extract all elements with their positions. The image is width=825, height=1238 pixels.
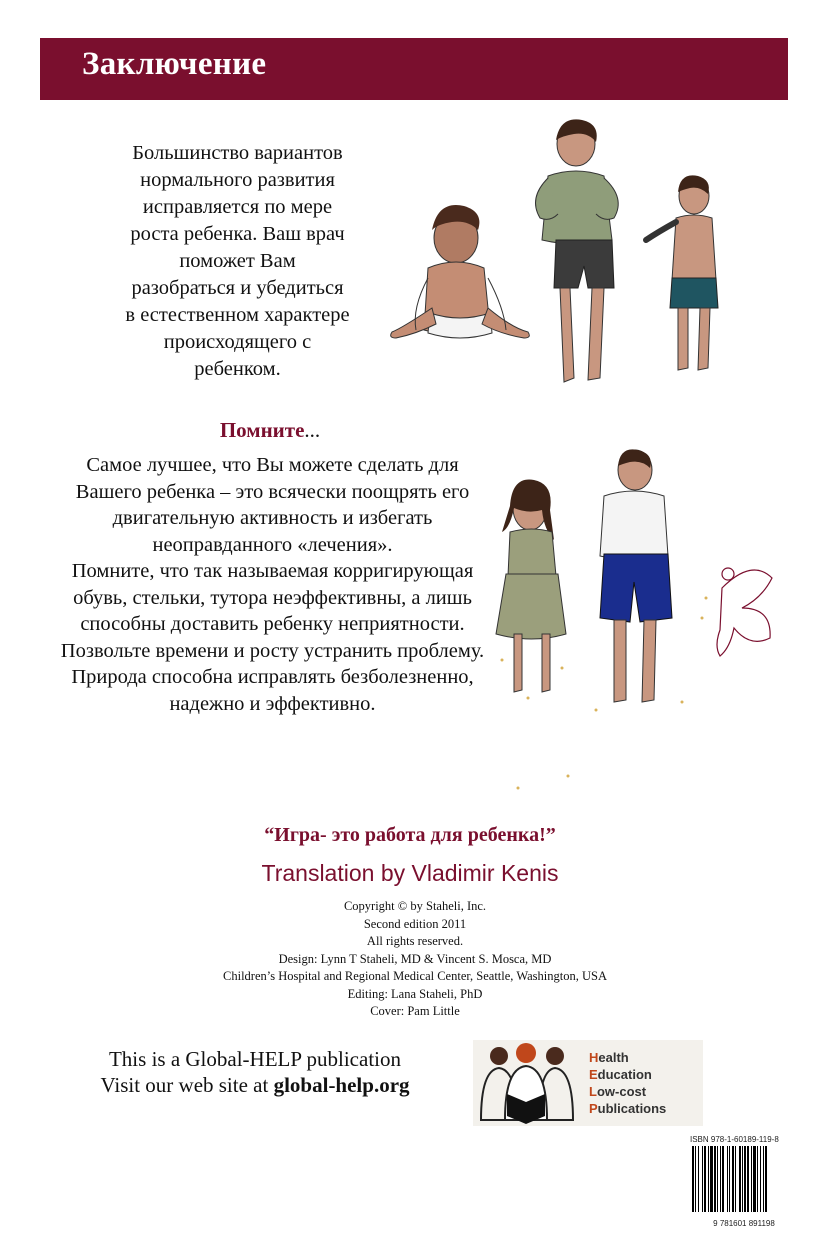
mother-figure: [496, 480, 566, 692]
barcode-bar: [765, 1146, 767, 1212]
barcode-digits: 9 781601 891198: [713, 1219, 775, 1228]
barcode-bar: [732, 1146, 734, 1212]
intro-line: ребенком.: [194, 358, 281, 380]
logo-word-education: [589, 1067, 652, 1082]
barcode-bar: [714, 1146, 716, 1212]
barcode-bar: [763, 1146, 764, 1212]
barcode-bar: [739, 1146, 741, 1212]
barcode-bar: [692, 1146, 694, 1212]
logo-initial: H: [589, 1050, 599, 1065]
logo-rest: ealth: [598, 1050, 629, 1065]
remember-text: [60, 452, 485, 717]
intro-line: поможет Вам: [179, 250, 296, 272]
remember-paragraph: Помните, что так называемая корригирующая обувь, стельки, тутора неэффективны, а лишь способны доставить ребенку неприятности.: [71, 560, 474, 635]
boy-figure: [646, 175, 718, 370]
page-title: Заключение: [82, 46, 267, 82]
logo-word-health: [589, 1050, 629, 1065]
sitting-child-figure: [391, 205, 530, 338]
logo-initial: P: [589, 1101, 598, 1116]
remember-paragraph: Самое лучшее, что Вы можете сделать для Вашего ребенка – это всячески поощрять его двигательную активность и избегать неоправданного «лечения».: [75, 454, 470, 556]
fairy-figure: [717, 568, 772, 656]
standing-child-figure: [536, 119, 619, 382]
website-link[interactable]: global-help.org: [273, 1073, 410, 1097]
intro-line: в естественном характере: [125, 304, 350, 326]
logo-word-publications: [589, 1101, 666, 1116]
remember-paragraph: Позвольте времени и росту устранить проблему. Природа способна исправлять безболезненно, надежно и эффективно.: [60, 639, 485, 715]
intro-line: исправляется по мере: [142, 196, 333, 218]
barcode-bar: [735, 1146, 736, 1212]
credit-line: Second edition 2011: [363, 916, 467, 931]
logo-initial: L: [589, 1084, 597, 1099]
barcode-bar: [722, 1146, 724, 1212]
publication-site-line: [70, 1072, 440, 1098]
barcode-bars: [690, 1144, 798, 1214]
parents-illustration: [492, 448, 792, 808]
logo-rest: ublications: [597, 1101, 667, 1116]
header-banner: [40, 38, 788, 100]
barcode-bar: [698, 1146, 699, 1212]
remember-heading-word: Помните: [219, 418, 305, 442]
intro-line: разобраться и убедиться: [131, 277, 344, 299]
barcode-bar: [747, 1146, 749, 1212]
barcode-bar: [742, 1146, 743, 1212]
credit-line: Copyright © by Staheli, Inc.: [343, 899, 487, 913]
credit-line: Editing: Lana Staheli, PhD: [347, 986, 483, 1001]
intro-line: Большинство вариантов: [132, 142, 343, 164]
logo-rest: ow-cost: [596, 1084, 647, 1099]
intro-line: нормального развития: [140, 169, 335, 191]
barcode-bar: [708, 1146, 709, 1212]
barcode-bar: [744, 1146, 746, 1212]
publication-note: [70, 1046, 440, 1098]
barcode-bar: [695, 1146, 696, 1212]
site-prefix: Visit our web site at: [100, 1073, 274, 1097]
credit-line: Design: Lynn T Staheli, MD & Vincent S. Mosca, MD: [278, 951, 552, 966]
remember-heading: [60, 418, 480, 443]
credit-line: Children’s Hospital and Regional Medical Center, Seattle, Washington, USA: [223, 969, 607, 983]
credit-line: All rights reserved.: [366, 934, 464, 948]
barcode-bar: [710, 1146, 713, 1212]
father-figure: [600, 449, 672, 702]
translation-credit: Translation by Vladimir Kenis: [261, 860, 559, 886]
children-illustration: [388, 118, 748, 388]
intro-line: роста ребенка. Ваш врач: [130, 223, 345, 245]
intro-line: происходящего с: [163, 331, 312, 353]
barcode-bar: [751, 1146, 752, 1212]
barcode-bar: [760, 1146, 761, 1212]
remember-heading-ellipsis: ...: [304, 418, 321, 442]
credits-block: [150, 898, 680, 1021]
barcode-bar: [704, 1146, 706, 1212]
isbn-label: ISBN 978-1-60189-119-8: [690, 1135, 779, 1144]
publication-line: This is a Global-HELP publication: [108, 1047, 401, 1071]
global-help-logo: [473, 1040, 703, 1126]
barcode-bar: [720, 1146, 721, 1212]
barcode-bar: [757, 1146, 758, 1212]
intro-paragraph: [95, 140, 380, 383]
logo-word-low-cost: [589, 1084, 647, 1099]
barcode-bar: [717, 1146, 718, 1212]
credit-line: Cover: Pam Little: [370, 1004, 460, 1018]
barcode-bar: [729, 1146, 730, 1212]
logo-rest: ducation: [597, 1067, 652, 1082]
slogan: “Игра- это работа для ребенка!”: [264, 824, 556, 846]
isbn-barcode: [690, 1135, 798, 1228]
barcode-bar: [727, 1146, 728, 1212]
barcode-bar: [753, 1146, 756, 1212]
barcode-bar: [702, 1146, 703, 1212]
logo-initial: E: [589, 1067, 598, 1082]
